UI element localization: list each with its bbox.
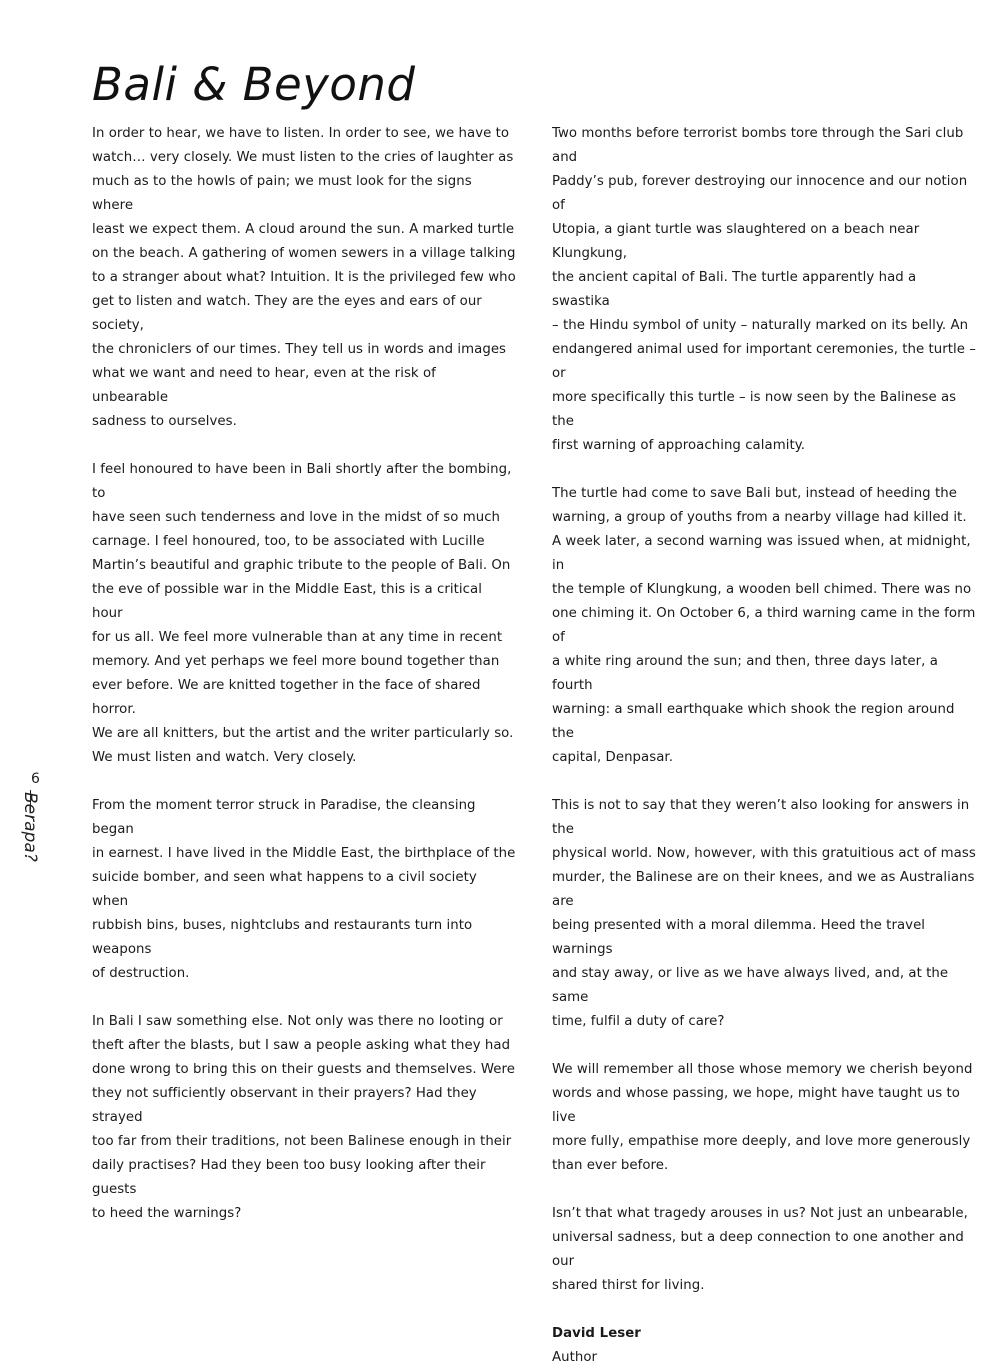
author-role: Author	[552, 1350, 598, 1365]
right-column	[552, 122, 978, 1370]
paragraph: Two months before terrorist bombs tore through the Sari club and Paddy’s pub, forever destroying our innocence and our notion of Utopia, a giant turtle was slaughtered on a beach near Klungkung, the ancient capital of Bali. The turtle apparently had a swastika – the Hindu symbol of unity – naturally marked on its belly. An endangered animal used for important ceremonies, the turtle – or more specifically this turtle – is now seen by the Balinese as the first warning of approaching calamity.	[552, 126, 976, 453]
page-folio	[12, 768, 52, 888]
paragraph: In order to hear, we have to listen. In order to see, we have to watch… very closely. We must listen to the cries of laughter as much as to the howls of pain; we must look for the signs where least we expect them. A cloud around the sun. A marked turtle on the beach. A gathering of women sewers in a village talking to a stranger about what? Intuition. It is the privileged few who get to listen and watch. They are the eyes and ears of our society, the chroniclers of our times. They tell us in words and images what we want and need to hear, even at the risk of unbearable sadness to ourselves.	[92, 126, 516, 429]
paragraph: Isn’t that what tragedy arouses in us? Not just an unbearable, universal sadness, but a deep connection to one another and our shared thirst for living.	[552, 1206, 968, 1293]
paragraph: In Bali I saw something else. Not only was there no looting or theft after the blasts, but I saw a people asking what they had done wrong to bring this on their guests and themselves. Were they not sufficiently observant in their prayers? Had they strayed too far from their traditions, not been Balinese enough in their daily practises? Had they been too busy looking after their guests to heed the warnings?	[92, 1014, 515, 1221]
paragraph: This is not to say that they weren’t also looking for answers in the physical world. Now, however, with this gratuitious act of mass murder, the Balinese are on their knees, and we as Australians are being presented with a moral dilemma. Heed the travel warnings and stay away, or live as we have always lived, and, at the same time, fulfil a duty of care?	[552, 798, 976, 1029]
author-signature	[552, 1322, 978, 1370]
left-column	[92, 122, 516, 1250]
page-title: Bali & Beyond	[92, 58, 416, 111]
publication-name: Berapa?	[20, 792, 40, 862]
paragraph: From the moment terror struck in Paradise, the cleansing began in earnest. I have lived in the Middle East, the birthplace of the suicide bomber, and seen what happens to a civil society when rubbish bins, buses, nightclubs and restaurants turn into weapons of destruction.	[92, 798, 516, 981]
author-name: David Leser	[552, 1326, 641, 1341]
paragraph: The turtle had come to save Bali but, instead of heeding the warning, a group of youths from a nearby village had killed it. A week later, a second warning was issued when, at midnight, in the temple of Klungkung, a wooden bell chimed. There was no one chiming it. On October 6, a third warning came in the form of a white ring around the sun; and then, three days later, a fourth warning: a small earthquake which shook the region around the capital, Denpasar.	[552, 486, 976, 765]
page-number: 6	[31, 771, 40, 787]
paragraph: I feel honoured to have been in Bali shortly after the bombing, to have seen such tenderness and love in the midst of so much carnage. I feel honoured, too, to be associated with Lucille Martin’s beautiful and graphic tribute to the people of Bali. On the eve of possible war in the Middle East, this is a critical hour for us all. We feel more vulnerable than at any time in recent memory. And yet perhaps we feel more bound together than ever before. We are knitted together in the face of shared horror. We are all knitters, but the artist and the writer particularly so. We must listen and watch. Very closely.	[92, 462, 514, 765]
paragraph: We will remember all those whose memory we cherish beyond words and whose passing, we hope, might have taught us to live more fully, empathise more deeply, and love more generously than ever before.	[552, 1062, 973, 1173]
